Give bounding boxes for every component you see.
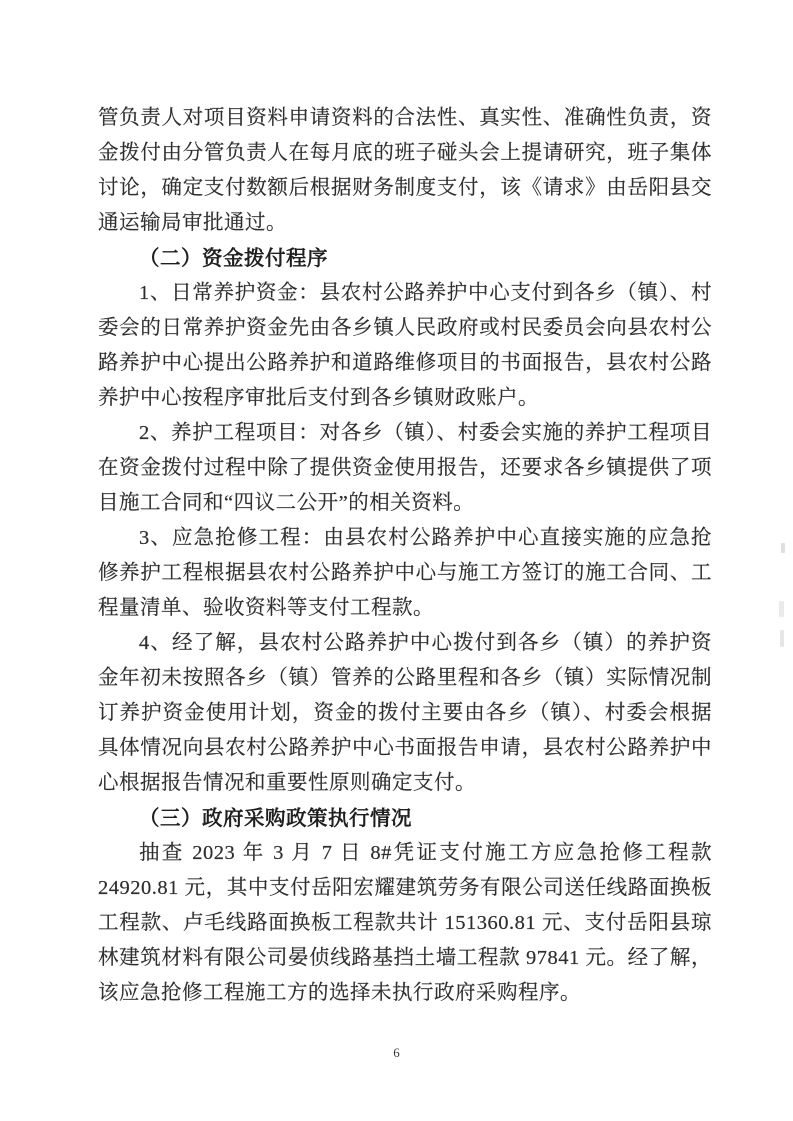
paragraph-item-4-findings: 4、经了解，县农村公路养护中心拨付到各乡（镇）的养护资金年初未按照各乡（镇）管养的公路里程和各乡（镇）实际情况制订养护资金使用计划，资金的拨付主要由各乡（镇）、村委会根据具体情况向县农村公路养护中心书面报告申请，县农村公路养护中心根据报告情况和重要性原则确定支付。 (98, 632, 712, 794)
page-footer (0, 1044, 793, 1062)
scan-artifact (779, 601, 784, 617)
paragraph-item-2-maintenance-projects: 2、养护工程项目：对各乡（镇）、村委会实施的养护工程项目在资金拨付过程中除了提供资金使用报告，还要求各乡镇提供了项目施工合同和“四议二公开”的相关资料。 (98, 422, 712, 514)
section-heading-government-procurement-policy: （三）政府采购政策执行情况 (139, 807, 412, 830)
paragraph-item-1-daily-maintenance-funds: 1、日常养护资金：县农村公路养护中心支付到各乡（镇）、村委会的日常养护资金先由各乡镇人民政府或村民委员会向县农村公路养护中心提出公路养护和道路维修项目的书面报告，县农村公路养护中心按程序审批后支付到各乡镇财政账户。 (98, 282, 712, 409)
paragraph-procurement-spot-check: 抽查 2023 年 3 月 7 日 8#凭证支付施工方应急抢修工程款 24920.81 元，其中支付岳阳宏耀建筑劳务有限公司送任线路面换板工程款、卢毛线路面换板工程款共计 151360.81 元、支付岳阳县琼林建筑材料有限公司晏侦线路基挡土墙工程款 97841 元。经了解，该应急抢修工程施工方的选择未执行政府采购程序。 (98, 842, 712, 1004)
paragraph-continuation: 管负责人对项目资料申请资料的合法性、真实性、准确性负责，资金拨付由分管负责人在每月底的班子碰头会上提请研究，班子集体讨论，确定支付数额后根据财务制度支付，该《请求》由岳阳县交通运输局审批通过。 (98, 107, 712, 234)
section-heading-funds-allocation-procedure: （二）资金拨付程序 (139, 247, 328, 270)
scan-artifact (780, 630, 784, 647)
scan-artifact (781, 543, 785, 553)
paragraph-item-3-emergency-repair-works: 3、应急抢修工程：由县农村公路养护中心直接实施的应急抢修养护工程根据县农村公路养护中心与施工方签订的施工合同、工程量清单、验收资料等支付工程款。 (98, 527, 712, 619)
page-number: 6 (393, 1045, 400, 1060)
document-body (98, 101, 712, 1011)
